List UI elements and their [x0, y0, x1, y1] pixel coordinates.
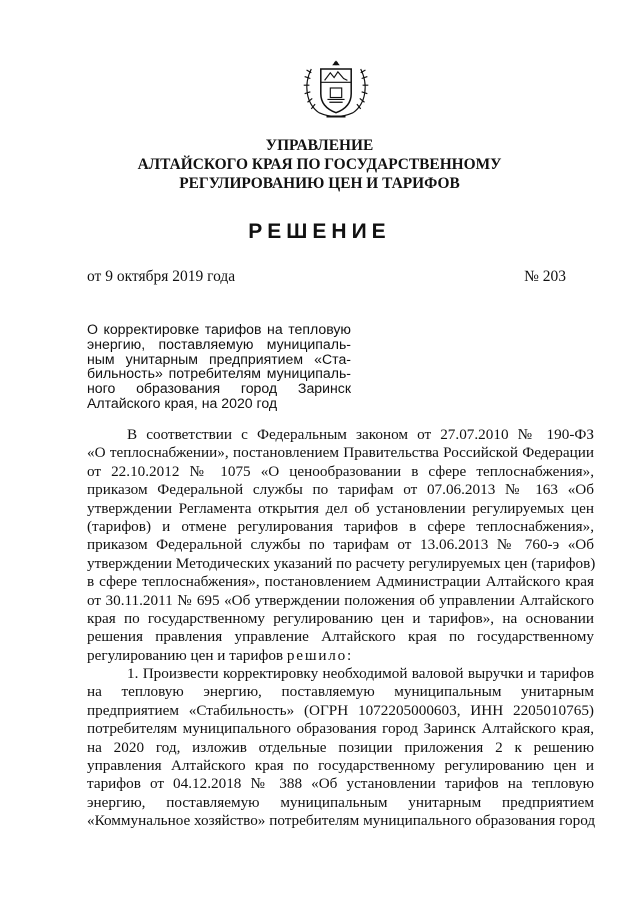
body-line: «О теплоснабжении», постановлением Правительства Российской Федерации [87, 444, 594, 462]
subject-line: энергию, поставляемую муниципаль- [87, 335, 351, 352]
document-number: № 203 [524, 268, 566, 285]
item1-line: предприятием «Стабильность» (ОГРН 1072205000603, ИНН 2205010765) [87, 701, 594, 719]
organization-line-2: АЛТАЙСКОГО КРАЯ ПО ГОСУДАРСТВЕННОМУ [137, 156, 502, 173]
item1-line: энергию, поставляемую муниципальным унитарным предприятием [87, 793, 594, 811]
organization-line-1: УПРАВЛЕНИЕ [265, 137, 374, 154]
body-line: решения правления управление Алтайского края по государственному [87, 628, 594, 646]
organization-name [0, 136, 639, 193]
body-line: от 22.10.2012 № 1075 «О ценообразовании в сфере теплоснабжения», [87, 462, 594, 480]
item1-line: «Коммунальное хозяйство» потребителям муниципального образования город [87, 812, 596, 830]
item1-line: тарифов от 04.12.2018 № 388 «Об установлении тарифов на тепловую [87, 775, 594, 793]
altai-krai-coat-of-arms-icon [298, 50, 374, 126]
item1-line: на тепловую энергию, поставляемую муниципальным унитарным [87, 683, 594, 701]
subject-line: Алтайского края, на 2020 год [87, 394, 278, 411]
body-line: (тарифов) и отмене регулирования тарифов в сфере теплоснабжения», [87, 517, 594, 535]
subject-line: ного образования город Заринск [87, 380, 351, 397]
body-line: утверждении Регламента открытия дел об установлении регулируемых цен [87, 499, 594, 517]
subject-line: ным унитарным предприятием «Ста- [87, 350, 351, 367]
body-line: края по государственному регулированию цен и тарифов», на основании [87, 609, 594, 627]
body-line: приказом Федеральной службы по тарифам от 07.06.2013 № 163 «Об [87, 481, 594, 499]
body-line: в сфере теплоснабжения», постановлением Администрации Алтайского края [87, 573, 594, 591]
document-body [87, 426, 594, 831]
document-date: от 9 октября 2019 года [87, 268, 236, 285]
organization-line-3: РЕГУЛИРОВАНИЮ ЦЕН И ТАРИФОВ [179, 175, 460, 192]
item1-line: потребителям муниципального образования город Заринск Алтайского края, [87, 720, 594, 738]
body-line: В соответствии с Федеральным законом от 27.07.2010 № 190-ФЗ [127, 426, 594, 443]
decision-word: решило [286, 646, 348, 664]
body-line-decision [87, 647, 594, 665]
document-subject [87, 322, 351, 411]
subject-line: бильность» потребителям муниципаль- [87, 365, 351, 382]
decision-prefix: регулированию цен и тарифов [87, 646, 287, 664]
item1-line: на 2020 год, изложив отдельные позиции приложения 2 к решению [87, 738, 594, 756]
document-type-heading: РЕШЕНИЕ [248, 220, 391, 243]
body-line: утверждении Методических указаний по расчету регулируемых цен (тарифов) [87, 554, 596, 572]
decision-suffix: : [347, 646, 352, 664]
item1-line: 1. Произвести корректировку необходимой валовой выручки и тарифов [127, 665, 594, 683]
item1-line: управления Алтайского края по государственному регулированию цен и [87, 757, 594, 775]
subject-line: О корректировке тарифов на тепловую [87, 321, 351, 337]
body-line: от 30.11.2011 № 695 «Об утверждении положения об управлении Алтайского [87, 591, 594, 609]
body-line: приказом Федеральной службы по тарифам от 13.06.2013 № 760-э «Об [87, 536, 594, 554]
